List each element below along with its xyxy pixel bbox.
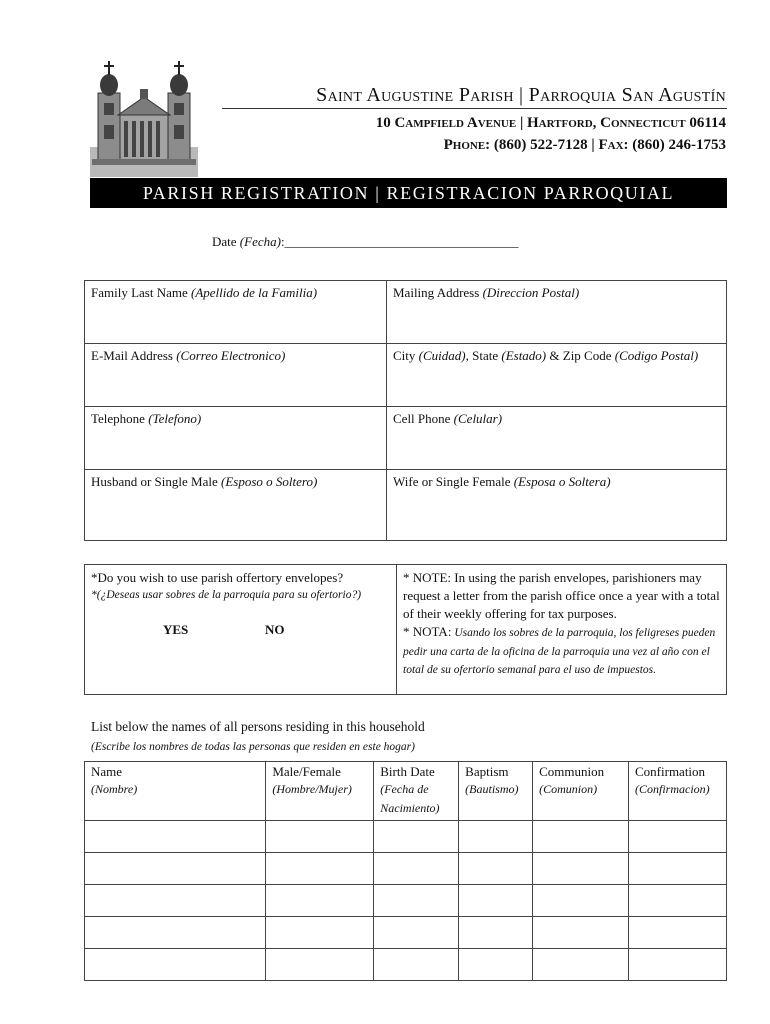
col-baptism	[459, 762, 533, 821]
col-birth-date-es: (Fecha de Nacimiento)	[380, 782, 440, 815]
table-row	[85, 917, 727, 949]
state-label: , State	[465, 348, 499, 363]
telephone-field[interactable]	[85, 407, 386, 469]
family-last-name-label-es: (Apellido de la Familia)	[191, 285, 318, 300]
cell-input[interactable]	[266, 917, 374, 949]
cell-input[interactable]	[533, 917, 629, 949]
cell-phone-label-es: (Celular)	[453, 411, 503, 426]
family-last-name-field[interactable]	[85, 281, 386, 343]
parish-address: 10 Campfield Avenue | Hartford, Connecticut 06114	[375, 115, 726, 131]
table-header-row	[85, 762, 727, 821]
col-birth-date-label: Birth Date	[380, 764, 435, 779]
col-name-label: Name	[91, 764, 123, 779]
city-label-es: (Cuidad)	[418, 348, 466, 363]
email-field[interactable]	[85, 344, 386, 406]
table-row	[85, 821, 727, 853]
cell-input[interactable]	[266, 949, 374, 981]
zip-label-es: (Codigo Postal)	[614, 348, 699, 363]
cell-input[interactable]	[533, 853, 629, 885]
col-sex-label: Male/Female	[272, 764, 341, 779]
no-option[interactable]: NO	[265, 622, 285, 637]
cell-input[interactable]	[533, 821, 629, 853]
cell-input[interactable]	[374, 885, 459, 917]
col-communion-es: (Comunion)	[539, 782, 598, 796]
email-label-es: (Correo Electronico)	[176, 348, 286, 363]
family-info-grid	[84, 280, 727, 541]
envelopes-question	[91, 569, 395, 604]
mailing-address-label-es: (Direccion Postal)	[482, 285, 580, 300]
col-name	[85, 762, 266, 821]
cell-input[interactable]	[85, 853, 266, 885]
city-label: City	[393, 348, 416, 363]
wife-label: Wife or Single Female	[393, 474, 511, 489]
date-blank[interactable]: :____________________________________	[280, 234, 519, 249]
cell-input[interactable]	[459, 917, 533, 949]
note-en: * NOTE: In using the parish envelopes, parishioners may request a letter from the parish office once a year with a total of their weekly offering for tax purposes.	[403, 570, 720, 621]
wife-field[interactable]	[387, 470, 727, 540]
cell-input[interactable]	[629, 885, 727, 917]
date-label: Date	[212, 234, 237, 249]
email-label: E-Mail Address	[91, 348, 173, 363]
cell-input[interactable]	[629, 949, 727, 981]
mailing-address-label: Mailing Address	[393, 285, 480, 300]
cell-input[interactable]	[459, 821, 533, 853]
household-table	[84, 761, 727, 981]
col-sex-es: (Hombre/Mujer)	[272, 782, 352, 796]
envelopes-box	[84, 564, 727, 695]
cell-input[interactable]	[459, 853, 533, 885]
household-title: List below the names of all persons residing in this household	[91, 719, 425, 734]
cell-input[interactable]	[85, 949, 266, 981]
envelopes-note	[403, 569, 725, 680]
col-baptism-label: Baptism	[465, 764, 509, 779]
cell-input[interactable]	[374, 917, 459, 949]
col-communion	[533, 762, 629, 821]
date-label-es: (Fecha)	[239, 234, 281, 249]
telephone-label: Telephone	[91, 411, 145, 426]
col-confirmation-label: Confirmation	[635, 764, 706, 779]
church-icon	[90, 55, 198, 177]
cell-input[interactable]	[459, 949, 533, 981]
cell-phone-label: Cell Phone	[393, 411, 451, 426]
husband-label: Husband or Single Male	[91, 474, 218, 489]
cell-input[interactable]	[85, 885, 266, 917]
envelopes-question-es: *(¿Deseas usar sobres de la parroquia para su ofertorio?)	[91, 589, 362, 601]
nota-label: * NOTA:	[403, 624, 452, 639]
family-last-name-label: Family Last Name	[91, 285, 188, 300]
telephone-label-es: (Telefono)	[148, 411, 202, 426]
cell-input[interactable]	[374, 821, 459, 853]
col-confirmation	[629, 762, 727, 821]
zip-label: & Zip Code	[549, 348, 612, 363]
cell-input[interactable]	[266, 853, 374, 885]
household-subtitle: (Escribe los nombres de todas las personas que residen en este hogar)	[91, 741, 415, 753]
yes-option[interactable]: YES	[163, 622, 189, 637]
table-row	[85, 885, 727, 917]
cell-phone-field[interactable]	[387, 407, 727, 469]
header-rule	[222, 108, 727, 109]
form-banner: PARISH REGISTRATION | REGISTRACION PARROQUIAL	[90, 178, 727, 208]
cell-input[interactable]	[374, 853, 459, 885]
col-baptism-es: (Bautismo)	[465, 782, 519, 796]
col-birth-date	[374, 762, 459, 821]
note-es: Usando los sobres de la parroquia, los feligreses pueden pedir una carta de la oficina de la parroquia una vez al año con el total de su ofertorio semanal para el uso de impuestos.	[403, 627, 716, 676]
envelopes-question-en: *Do you wish to use parish offertory envelopes?	[91, 570, 344, 585]
col-confirmation-es: (Confirmacion)	[635, 782, 710, 796]
table-row	[85, 949, 727, 981]
date-field[interactable]	[212, 234, 519, 250]
cell-input[interactable]	[266, 885, 374, 917]
cell-input[interactable]	[533, 885, 629, 917]
cell-input[interactable]	[629, 821, 727, 853]
cell-input[interactable]	[629, 853, 727, 885]
col-name-es: (Nombre)	[91, 782, 138, 796]
mailing-address-field[interactable]	[387, 281, 727, 343]
cell-input[interactable]	[374, 949, 459, 981]
cell-input[interactable]	[85, 917, 266, 949]
cell-input[interactable]	[629, 917, 727, 949]
col-communion-label: Communion	[539, 764, 605, 779]
parish-phone: Phone: (860) 522-7128 | Fax: (860) 246-1753	[443, 137, 726, 153]
cell-input[interactable]	[533, 949, 629, 981]
state-label-es: (Estado)	[501, 348, 547, 363]
city-state-zip-field[interactable]	[387, 344, 727, 406]
cell-input[interactable]	[85, 821, 266, 853]
parish-title: Saint Augustine Parish | Parroquia San Agustín	[316, 84, 726, 106]
husband-field[interactable]	[85, 470, 386, 540]
col-sex	[266, 762, 374, 821]
wife-label-es: (Esposa o Soltera)	[513, 474, 611, 489]
cell-input[interactable]	[459, 885, 533, 917]
husband-label-es: (Esposo o Soltero)	[220, 474, 318, 489]
cell-input[interactable]	[266, 821, 374, 853]
table-row	[85, 853, 727, 885]
